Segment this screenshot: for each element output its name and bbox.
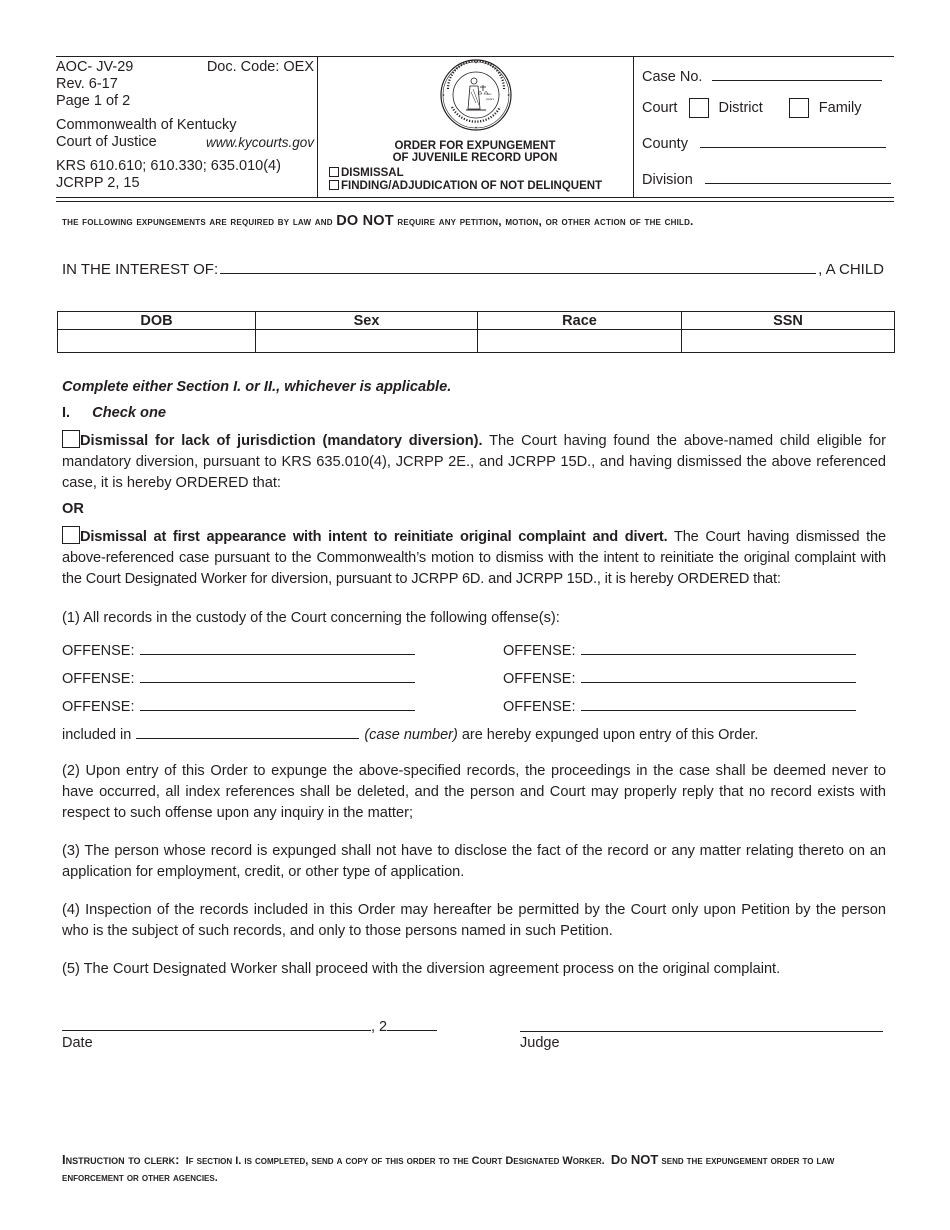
form-id: AOC- JV-29: [56, 59, 134, 75]
offense-row-1-left: [62, 640, 415, 659]
header-ssn: SSN: [682, 312, 895, 330]
option-1-paragraph: [62, 430, 886, 494]
expungement-notice: [62, 213, 892, 229]
child-name-field[interactable]: [220, 259, 816, 274]
order-item-1: (1) All records in the custody of the Court concerning the following offense(s):: [62, 610, 560, 626]
dismissal-checkbox[interactable]: [329, 167, 339, 177]
case-no-field[interactable]: [712, 66, 882, 81]
offense-row-3-right: [503, 696, 856, 715]
or-label: OR: [62, 501, 84, 517]
option-2-checkbox[interactable]: [62, 526, 80, 544]
offense-label: OFFENSE:: [503, 671, 576, 687]
sex-field[interactable]: [256, 330, 478, 353]
option-1-text: The Court having found the above-named child eligible for mandatory diversion, pursuant to KRS 635.010(4), JCRPP 2E., and JCRPP 15D., and having dismissed the above referenced case, it is hereby ORDERED that:: [62, 433, 886, 491]
offense-field-5[interactable]: [140, 696, 415, 711]
offense-field-2[interactable]: [581, 640, 856, 655]
option-2-text: The Court having dismissed the above-referenced case pursuant to the Commonwealth’s motion to dismiss with the intent to reinitiate the original complaint with the Court Designated Worker for diversion, pursuant to JCRPP 6D. and JCRPP 15D., it is hereby ORDERED that:: [62, 529, 886, 587]
court-seal-icon: [440, 59, 512, 131]
option-2-paragraph: [62, 526, 886, 590]
date-field[interactable]: [62, 1016, 371, 1031]
offense-label: OFFENSE:: [62, 671, 135, 687]
district-label: District: [718, 100, 763, 116]
option-1-title: Dismissal for lack of jurisdiction (mandatory diversion).: [80, 433, 483, 449]
rules: JCRPP 2, 15: [56, 175, 140, 191]
court-label: Court: [642, 100, 678, 116]
clerk-label: Instruction to clerk:: [62, 1152, 180, 1167]
order-item-3: (3) The person whose record is expunged shall not have to disclose the fact of the record or any matter relating thereto on an application for employment, credit, or other type of application.: [62, 843, 886, 880]
header-divider-left: [317, 56, 318, 197]
dob-field[interactable]: [58, 330, 256, 353]
notice-emphasis: DO NOT: [336, 213, 394, 229]
statutes: KRS 610.610; 610.330; 635.010(4): [56, 158, 281, 174]
header-race: Race: [478, 312, 682, 330]
division-field[interactable]: [705, 169, 891, 184]
division-row: [642, 169, 891, 188]
header-top-rule: [56, 56, 894, 57]
expunged-text: are hereby expunged upon entry of this Order.: [461, 727, 759, 743]
header-divider-right: [633, 56, 634, 197]
section-title: Check one: [92, 405, 166, 421]
order-item-2: (2) Upon entry of this Order to expunge the above-specified records, the proceedings in the case shall be deemed never to have occurred, all index references shall be deleted, and the person and Court may properly reply that no record exists with respect to such offense upon any inquiry in the matter;: [62, 763, 886, 821]
header-sex: Sex: [256, 312, 478, 330]
clerk-text-1: If section I. is completed, send a copy of this order to the Court Designated Worker.: [185, 1155, 605, 1167]
finding-checkbox[interactable]: [329, 180, 339, 190]
county-field[interactable]: [700, 133, 886, 148]
title-options: [329, 167, 602, 192]
header-bottom-rule-2: [56, 201, 894, 202]
offense-field-6[interactable]: [581, 696, 856, 711]
offense-field-3[interactable]: [140, 668, 415, 683]
included-in-label: included in: [62, 727, 132, 743]
order-item-5: (5) The Court Designated Worker shall proceed with the diversion agreement process on the original complaint.: [62, 961, 781, 977]
division-label: Division: [642, 172, 693, 188]
included-in-row: [62, 724, 758, 743]
family-checkbox[interactable]: [789, 98, 809, 118]
case-number-field[interactable]: [136, 724, 359, 739]
notice-part-2: require any petition, motion, or other action of the child.: [393, 214, 694, 228]
date-row: [62, 1016, 437, 1035]
date-label: Date: [62, 1035, 93, 1051]
year-prefix: , 2: [371, 1019, 388, 1035]
interest-suffix: , A CHILD: [818, 261, 884, 278]
offense-row-1-right: [503, 640, 856, 659]
judge-label: Judge: [520, 1035, 560, 1051]
option-2-title: Dismissal at first appearance with intent to reinitiate original complaint and divert.: [80, 529, 668, 545]
case-no-row: [642, 66, 882, 85]
race-field[interactable]: [478, 330, 682, 353]
offense-label: OFFENSE:: [62, 643, 135, 659]
section-number: I.: [62, 405, 71, 421]
year-field[interactable]: [387, 1016, 437, 1031]
interest-row: [62, 259, 884, 278]
doc-code: Doc. Code: OEX: [206, 59, 314, 75]
clerk-text-2: send the expungement order to law enforcement or other agencies.: [62, 1155, 835, 1184]
option-finding[interactable]: [329, 180, 602, 193]
offense-row-2-left: [62, 668, 415, 687]
section-instruction: Complete either Section I. or II., whichever is applicable.: [62, 379, 452, 395]
family-label: Family: [818, 100, 862, 116]
section-heading: [62, 403, 886, 424]
svg-text:justice: justice: [486, 97, 495, 101]
county-label: County: [642, 136, 688, 152]
form-title: [320, 141, 630, 164]
offense-row-3-left: [62, 696, 415, 715]
option-1-checkbox[interactable]: [62, 430, 80, 448]
child-info-table: [57, 311, 895, 353]
commonwealth: Commonwealth of Kentucky: [56, 117, 237, 133]
option-dismissal[interactable]: [329, 167, 602, 180]
option-dismissal-label: DISMISSAL: [341, 167, 404, 179]
order-item-4: (4) Inspection of the records included in this Order may hereafter be permitted by the Court only upon Petition by the person who is the subject of such records, and only to those persons named in such Petition.: [62, 902, 886, 939]
court-of-justice: Court of Justice: [56, 134, 157, 150]
offense-field-4[interactable]: [581, 668, 856, 683]
offense-label: OFFENSE:: [503, 643, 576, 659]
offense-field-1[interactable]: [140, 640, 415, 655]
case-no-label: Case No.: [642, 69, 703, 85]
judge-signature-line[interactable]: [520, 1031, 883, 1032]
notice-part-1: the following expungements are required by law and: [62, 214, 337, 228]
revision: Rev. 6-17: [56, 76, 118, 92]
option-finding-label: FINDING/ADJUDICATION OF NOT DELINQUENT: [341, 179, 603, 192]
svg-text:law: law: [487, 92, 492, 96]
website: www.kycourts.gov: [205, 135, 314, 150]
case-number-label: (case number): [364, 727, 458, 743]
county-row: [642, 133, 886, 152]
clerk-do-not: Do NOT: [610, 1152, 659, 1167]
ssn-field[interactable]: [682, 330, 895, 353]
title-line-1: ORDER FOR EXPUNGEMENT: [394, 140, 556, 152]
offense-row-2-right: [503, 668, 856, 687]
court-row: [642, 98, 861, 118]
offense-label: OFFENSE:: [503, 699, 576, 715]
page-number: Page 1 of 2: [56, 93, 131, 109]
district-checkbox[interactable]: [689, 98, 709, 118]
interest-label: IN THE INTEREST OF:: [62, 261, 219, 278]
clerk-instruction: [62, 1151, 892, 1187]
offense-label: OFFENSE:: [62, 699, 135, 715]
form-identification: [56, 59, 314, 192]
header-dob: DOB: [58, 312, 256, 330]
header-bottom-rule: [56, 197, 894, 198]
title-line-2: OF JUVENILE RECORD UPON: [392, 151, 558, 164]
